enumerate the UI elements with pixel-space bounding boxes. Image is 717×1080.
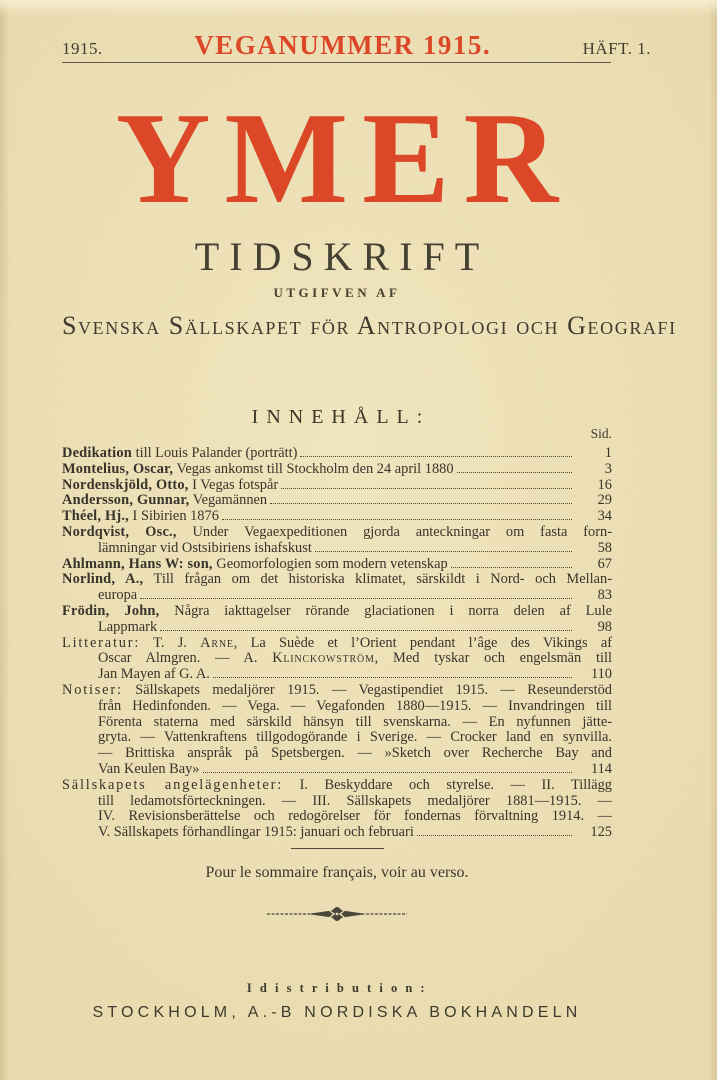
toc-entry-line [62,557,612,573]
toc-entry-text: Andersson, Gunnar, Vegamännen [62,492,268,509]
toc-dotted-leader [140,598,572,599]
journal-title: YMER [115,86,573,231]
toc-page-number: 67 [597,555,612,572]
published-by-line: UTGIFVEN AF [273,285,401,300]
header-issue-title: VEGANUMMER 1915. [194,30,492,60]
toc-dotted-leader [300,456,572,457]
toc-entry-text: gryta. — Vattenkraftens tillgodogörande i Sverige. — Crocker land en synvilla. [98,729,612,746]
toc-entry-line [62,493,612,509]
toc-entry-line [62,588,612,604]
toc-entry-text: Jan Mayen af G. A. [98,666,210,683]
toc-page-number: 83 [597,587,612,604]
toc-page-number: 58 [597,539,612,556]
toc-entry-text: Norlind, A., Till frågan om det historiska klimatet, särskildt i Nord- och Mellan- [62,571,612,588]
toc-dotted-leader [270,503,572,504]
toc-page-number: 34 [597,508,612,525]
toc-page-number: 125 [590,824,612,841]
toc-page-number: 1 [604,445,612,461]
toc-entry-line [62,809,612,825]
toc-heading: INNEHÅLL: [251,406,431,428]
distributor-name: STOCKHOLM, A.-B NORDISKA BOKHANDELN [92,1004,582,1021]
distribution-label: I d i s t r i b u t i o n : [246,981,428,995]
journal-subtitle: TIDSKRIFT [194,234,490,279]
toc-entry-text: från Hedinfonden. — Vega. — Vegafonden 1880—1915. — Invandringen till [98,697,612,714]
footer-rule [291,848,384,849]
toc-entry-line [62,651,612,667]
toc-dotted-leader [160,630,572,631]
toc-entry-line [62,509,612,525]
toc-entry-line [62,604,612,620]
toc-dotted-leader [213,677,572,678]
toc-dotted-leader [281,488,572,489]
toc-entry-text: Dedikation till Louis Palander (porträtt) [62,445,298,461]
french-summary-note: Pour le sommaire français, voir au verso. [205,864,469,881]
toc-entry-line [62,478,612,494]
toc-entry-text: Förenta staterna med särskild hänsyn till svenskarna. — En nyfunnen jätte- [98,713,612,730]
toc-entry-text: Litteratur: T. J. Arne, La Suède et l’Orient pendant l’âge des Vikings af [62,634,612,651]
toc-entry-text: till ledamotsförteckningen. — III. Sällskapets medaljörer 1881—1915. — [98,792,612,809]
toc-entry-line [62,541,612,557]
toc-entry-text: Notiser: Sällskapets medaljörer 1915. — Vegastipendiet 1915. — Reseunderstöd [62,681,612,698]
toc-dotted-leader [315,551,572,552]
table-of-contents [62,446,612,841]
toc-entry-text: Théel, Hj., I Sibirien 1876 [62,508,219,525]
toc-dotted-leader [222,519,572,520]
toc-entry-line [62,636,612,652]
toc-page-number: 114 [590,760,612,777]
toc-dotted-leader [457,472,572,473]
toc-page-column-label: Sid. [590,426,612,441]
toc-entry-text: IV. Revisionsberättelse och redogörelser för fondernas förvaltning 1914. — [98,808,612,825]
toc-entry-text: Oscar Almgren. — A. Klinckowström, Med tyskar och engelsmän till [98,650,612,667]
toc-page-number: 29 [597,492,612,509]
toc-page-number: 3 [604,460,612,477]
toc-entry-text: Sällskapets angelägenheter: I. Beskyddare och styrelse. — II. Tillägg [62,776,612,793]
toc-page-number: 16 [597,476,612,493]
toc-entry-text: V. Sällskapets förhandlingar 1915: januari och februari [98,824,414,841]
toc-entry-line [62,699,612,715]
toc-entry-text: Montelius, Oscar, Vegas ankomst till Stockholm den 24 april 1880 [62,460,454,477]
toc-entry-text: Nordqvist, Osc., Under Vegaexpeditionen gjorda anteckningar om fasta forn- [62,523,612,540]
toc-dotted-leader [451,567,572,568]
toc-page-number: 98 [597,618,612,635]
toc-entry-text: Frödin, John, Några iakttagelser rörande glaciationen i norra delen af Lule [62,602,613,619]
header-haft: HÄFT. 1. [582,39,651,58]
toc-entry-line [62,446,612,462]
toc-page-number: 110 [590,666,612,683]
toc-entry-line [62,462,612,478]
toc-entry-line [62,794,612,810]
toc-entry-text: Ahlmann, Hans W: son, Geomorfologien som modern vetenskap [62,555,448,572]
toc-entry-line [62,825,612,841]
toc-dotted-leader [203,772,572,773]
toc-entry-line [62,620,612,636]
toc-entry-text: Lappmark [98,618,158,635]
society-name: Svenska Sällskapet för Antropologi och Geografi [62,311,677,340]
header-rule [62,62,611,63]
toc-entry-line [62,572,612,588]
page-header [62,30,651,61]
toc-entry-text: — Brittiska anspråk på Spetsbergen. — »Sketch over Recherche Bay and [98,745,612,762]
toc-entry-text: europa [98,587,138,604]
toc-entry-line [62,778,612,794]
toc-entry-text: Nordenskjöld, Otto, I Vegas fotspår [62,476,279,493]
header-year: 1915. [62,39,103,58]
ornament-divider-icon [62,906,612,927]
toc-dotted-leader [417,835,572,836]
toc-entry-text: Van Keulen Bay» [98,760,200,777]
toc-entry-line [62,715,612,731]
toc-entry-line [62,746,612,762]
toc-entry-text: lämningar vid Ostsibiriens ishafskust [98,539,312,556]
toc-entry-line [62,667,612,683]
toc-entry-line [62,683,612,699]
toc-entry-line [62,525,612,541]
toc-entry-line [62,762,612,778]
toc-entry-line [62,730,612,746]
